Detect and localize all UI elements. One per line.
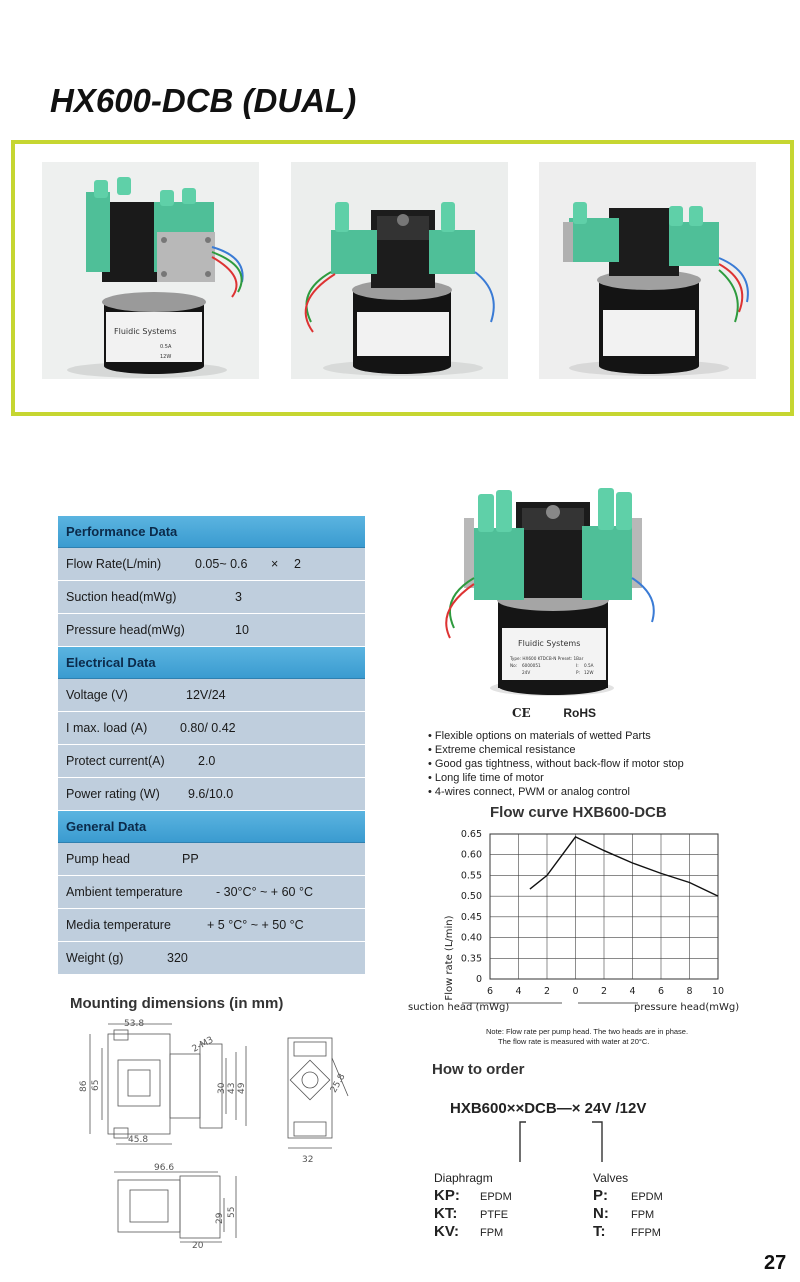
product-photo-angle [539,162,756,379]
option-value: EPDM [480,1191,512,1203]
table-row [58,942,365,975]
row-value: 0.80/ 0.42 [180,721,236,735]
chart-note-line: Note: Flow rate per pump head. The two heads are in phase. [486,1027,689,1036]
row-value: - 30°C° ~ + 60 °C [216,885,313,899]
feature-item: • Good gas tightness, without back-flow if motor stop [428,757,684,771]
option-value: FFPM [631,1227,661,1239]
row-value: 0.05~ 0.6 [195,557,248,571]
y-tick-label: 0.50 [460,891,482,903]
order-connector-lines [440,1118,640,1168]
row-value: + 5 °C° ~ + 50 °C [207,918,304,932]
chart-y-ticks [461,829,482,985]
dim-label: 32 [302,1155,314,1165]
chart-x-ticks [462,986,724,1003]
photo-label-power: 12W [160,354,172,360]
chart-title: Flow curve HXB600-DCB [490,804,667,821]
x-tick-label: 2 [600,986,608,997]
photo-label-type: Type: HX600 KTDCB-N Preset: 1Bar [510,656,584,661]
order-title: How to order [432,1061,525,1078]
list-item [434,1187,512,1205]
list-item [434,1205,512,1223]
feature-item: • Flexible options on materials of wetted Parts [428,729,684,743]
row-label: Pump head [66,852,130,866]
chart-grid [490,834,718,979]
row-value: 12V/24 [186,688,226,702]
feature-item: • Extreme chemical resistance [428,743,684,757]
x-tick-label: 2 [543,986,551,997]
y-tick-label: 0.60 [460,849,482,861]
product-photo-side [291,162,508,379]
list-item [434,1223,512,1241]
row-label: Protect current(A) [66,754,165,768]
dim-label: 30 [217,1082,227,1094]
row-value: 2.0 [198,754,216,768]
valves-options [593,1171,663,1241]
flow-chart [402,824,762,1024]
y-tick-label: 0.55 [460,870,482,882]
rohs-mark: RoHS [563,706,597,720]
table-row [58,679,365,712]
valves-header: Valves [593,1171,629,1185]
photo-label-brand: Fluidic Systems [518,639,581,648]
dim-label: 45.8 [128,1135,149,1145]
mounting-title: Mounting dimensions (in mm) [70,995,284,1012]
dim-label: 2-M3 [190,1035,216,1055]
option-value: PTFE [480,1209,509,1221]
spec-table [58,516,365,975]
section-header-performance: Performance Data [58,516,365,548]
option-key: P: [593,1187,608,1204]
row-label: Media temperature [66,918,171,932]
mounting-drawing [76,1014,386,1250]
dim-label: 65 [91,1079,101,1091]
photo-frame [11,140,794,416]
dim-label: 86 [79,1080,89,1092]
list-item [593,1205,663,1223]
dim-label: 49 [237,1082,247,1094]
row-label: Voltage (V) [66,688,128,702]
photo-label-i: I: [576,663,579,668]
product-photo-front [42,162,259,379]
feature-item: • 4-wires connect, PWM or analog control [428,785,684,799]
option-key: KT: [434,1205,458,1222]
table-row [58,614,365,647]
list-item [593,1187,663,1205]
chart-note [486,1027,688,1047]
page-title: HX600-DCB (DUAL) [50,82,357,119]
dim-label: 96.6 [154,1163,175,1173]
row-label: Pressure head(mWg) [66,623,185,637]
feature-item: • Long life time of motor [428,771,684,785]
y-tick-label: 0.65 [460,829,482,840]
dim-label: 29 [215,1212,225,1224]
photo-label-brand: Fluidic Systems [114,327,177,336]
table-row [58,745,365,778]
dim-label: 43 [227,1082,237,1094]
photo-label-serial: 6000051 [522,663,541,668]
y-tick-label: 0 [475,974,482,985]
x-tick-label: 4 [515,986,522,997]
option-value: FPM [480,1227,504,1239]
option-key: N: [593,1205,609,1222]
table-row [58,581,365,614]
diaphragm-header: Diaphragm [434,1171,493,1185]
list-item [593,1223,663,1241]
dim-label: 20 [192,1241,204,1250]
row-value: PP [182,852,199,866]
table-row [58,712,365,745]
table-row [58,548,365,581]
section-header-general: General Data [58,811,365,843]
option-key: KV: [434,1223,460,1240]
option-key: KP: [434,1187,460,1204]
row-label: Weight (g) [66,951,124,965]
feature-list [428,729,684,799]
option-key: T: [593,1223,606,1240]
photo-label-current: 0.5A [584,663,594,668]
x-tick-label: 0 [572,986,579,997]
diaphragm-options [434,1171,512,1241]
photo-label-power: 12W [584,670,594,675]
row-label: Power rating (W) [66,787,160,801]
row-label: I max. load (A) [66,721,148,735]
chart-note-line: The flow rate is measured with water at 20°C. [498,1037,650,1046]
x-tick-label: 6 [486,986,494,997]
y-tick-label: 0.40 [460,932,482,944]
y-tick-label: 0.45 [460,911,482,923]
row-label: Suction head(mWg) [66,590,177,604]
photo-label-voltage: 24V [522,670,531,675]
option-value: FPM [631,1209,655,1221]
row-value: 9.6/10.0 [188,787,234,801]
dim-label: 25.8 [328,1072,348,1095]
table-row [58,909,365,942]
row-value: 10 [235,623,249,637]
photo-label-no: No: [510,663,518,668]
row-value: 320 [167,951,188,965]
photo-label-p: P: [576,670,580,675]
row-value-multiplier: × [271,557,279,571]
order-code: HXB600××DCB—× 24V /12V [450,1100,647,1117]
table-row [58,876,365,909]
row-label: Ambient temperature [66,885,183,899]
dim-label: 55 [227,1206,237,1218]
chart-x-label-right: pressure head(mWg) [634,1002,740,1013]
page-number: 27 [764,1252,787,1274]
chart-y-label: Flow rate (L/min) [444,915,455,1001]
section-header-electrical: Electrical Data [58,647,365,679]
photo-label-current: 0.5A [160,344,172,350]
x-tick-label: 10 [711,986,725,997]
ce-mark: CE [512,706,531,720]
chart-x-label-left: suction head (mWg) [408,1002,510,1013]
row-value-count: 2 [294,557,301,571]
table-row [58,843,365,876]
row-label: Flow Rate(L/min) [66,557,162,571]
option-value: EPDM [631,1191,663,1203]
x-tick-label: 6 [657,986,665,997]
certifications [512,706,596,720]
product-photo-main [440,478,660,700]
y-tick-label: 0.35 [460,953,482,965]
row-value: 3 [235,590,242,604]
table-row [58,778,365,811]
dim-label: 53.8 [124,1019,145,1029]
x-tick-label: 8 [686,986,693,997]
x-tick-label: 4 [629,986,636,997]
